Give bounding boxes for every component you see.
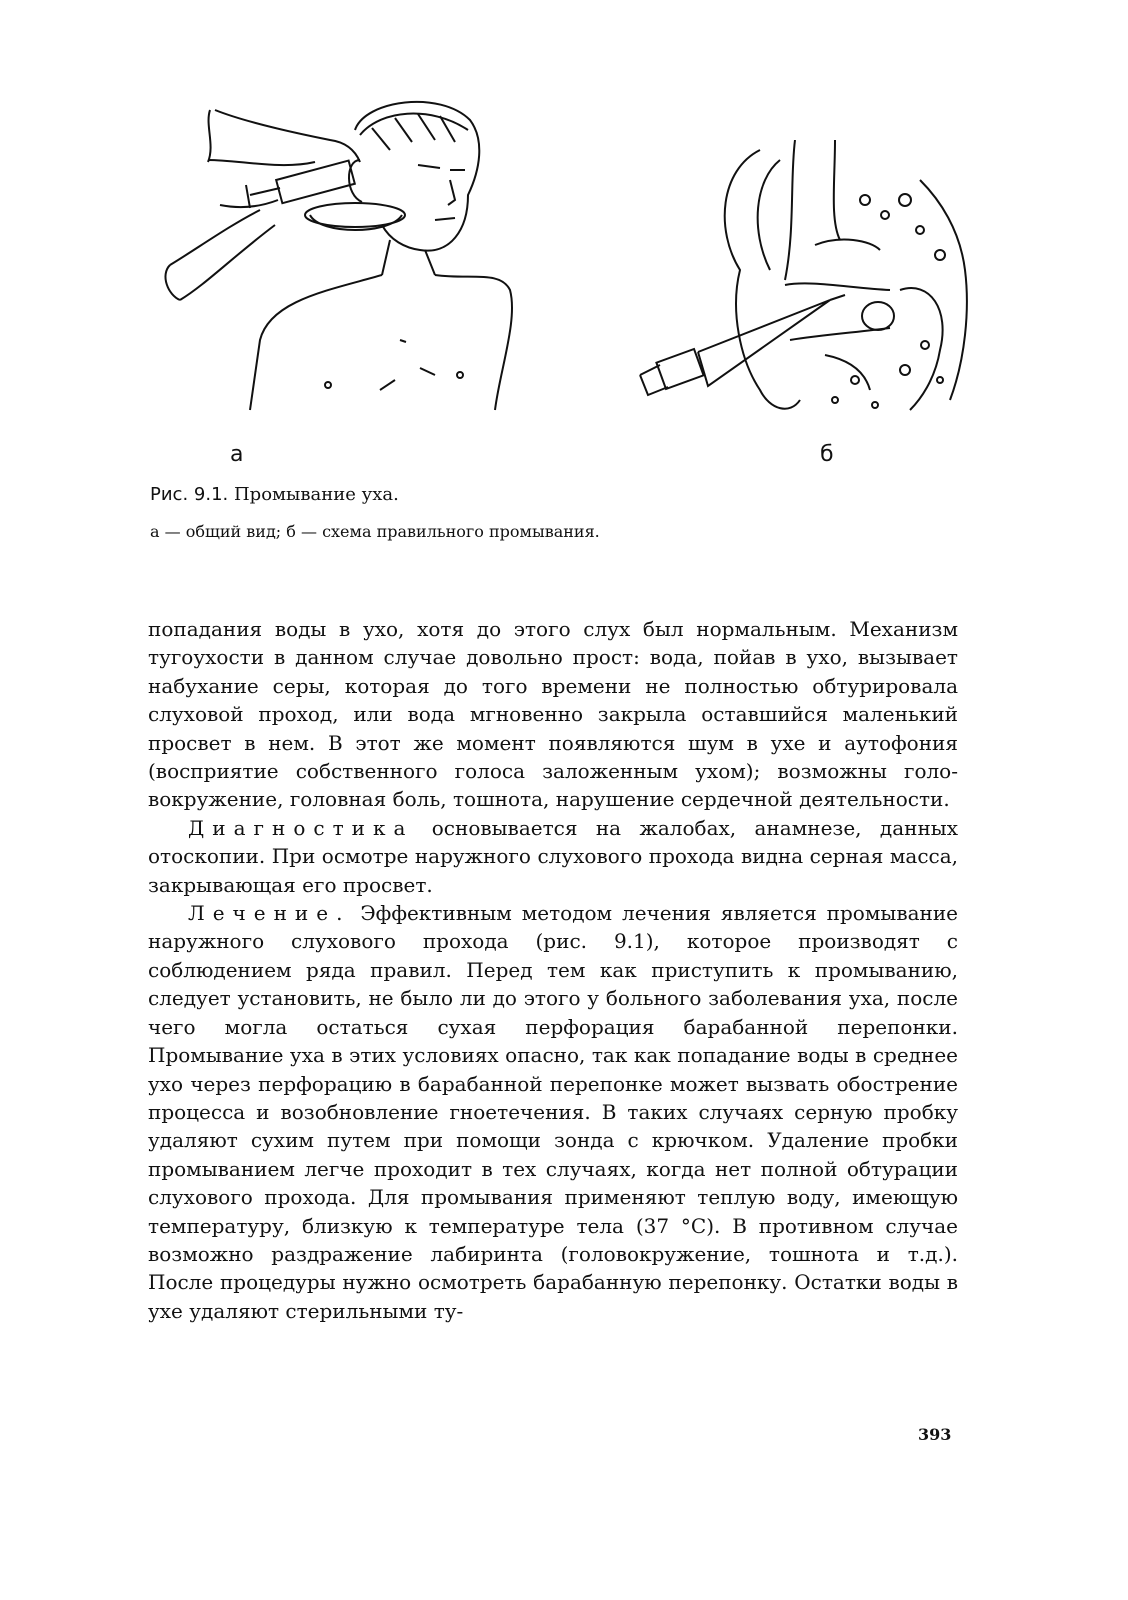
body-text (148, 615, 958, 1325)
ear-irrigation-schema-illustration (620, 140, 980, 460)
figure-subcaption: а — общий вид; б — схема правильного промывания. (150, 522, 600, 541)
figure-caption-title: Промывание уха. (233, 484, 399, 505)
paragraph-treatment (148, 899, 958, 1325)
figure-label-b: б (820, 442, 834, 467)
ear-irrigation-general-view-illustration (150, 90, 550, 440)
figure-9-1 (150, 90, 970, 470)
paragraph-diagnostics (148, 814, 958, 899)
paragraph-treatment-text: Эффективным методом лечения является промывание наружного слухового прохода (рис. 9.1), которое производят с соблюдением ряда правил. Перед тем как приступить к промыванию, следует установить, не было ли до этого у больного заболевания уха, после чего могла остаться сухая перфорация барабанной перепонки. Промывание уха в этих условиях опасно, так как попадание воды в среднее ухо через перфорацию в барабанной перепонке может вызвать обострение процесса и возобновление гноетечения. В таких случаях серную пробку удаляют сухим путем при помощи зонда с крючком. Удаление пробки промыванием легче проходит в тех случаях, когда нет полной обтурации слухового прохода. Для промывания применяют теплую воду, имеющую температуру, близкую к температуре тела (37 °С). В противном случае возможно раздражение лабиринта (головокружение, тошнота и т.д.). После процедуры нужно осмотреть барабанную перепонку. Остатки воды в ухе удаляют стерильными ту- (148, 901, 958, 1323)
paragraph-1: попадания воды в ухо, хотя до этого слух был нормальным. Механизм тугоухости в данном случае довольно прост: вода, пойав в ухо, вызывает набухание серы, которая до того времени не полностью обтурировала слуховой проход, или вода мгновенно закрыла оставшийся маленький просвет в нем. В этот же момент появляются шум в ухе и аутофония (восприятие собственного голоса заложенным ухом); возможны головокружение, головная боль, тошнота, нарушение сердечной деятельности. (148, 617, 958, 812)
term-diagnostics: Диагностика (188, 815, 414, 840)
figure-label-a: а (230, 442, 244, 467)
figure-caption-prefix: Рис. 9.1. (150, 484, 229, 505)
page-number: 393 (918, 1425, 952, 1444)
paragraph-diagnostics-text: основывается на жалобах, анамнезе, данных отоскопии. При осмотре наружного слухового прохода видна серная масса, закрывающая его просвет. (148, 815, 958, 897)
figure-caption (150, 484, 399, 505)
term-treatment: Лечение. (188, 901, 351, 926)
